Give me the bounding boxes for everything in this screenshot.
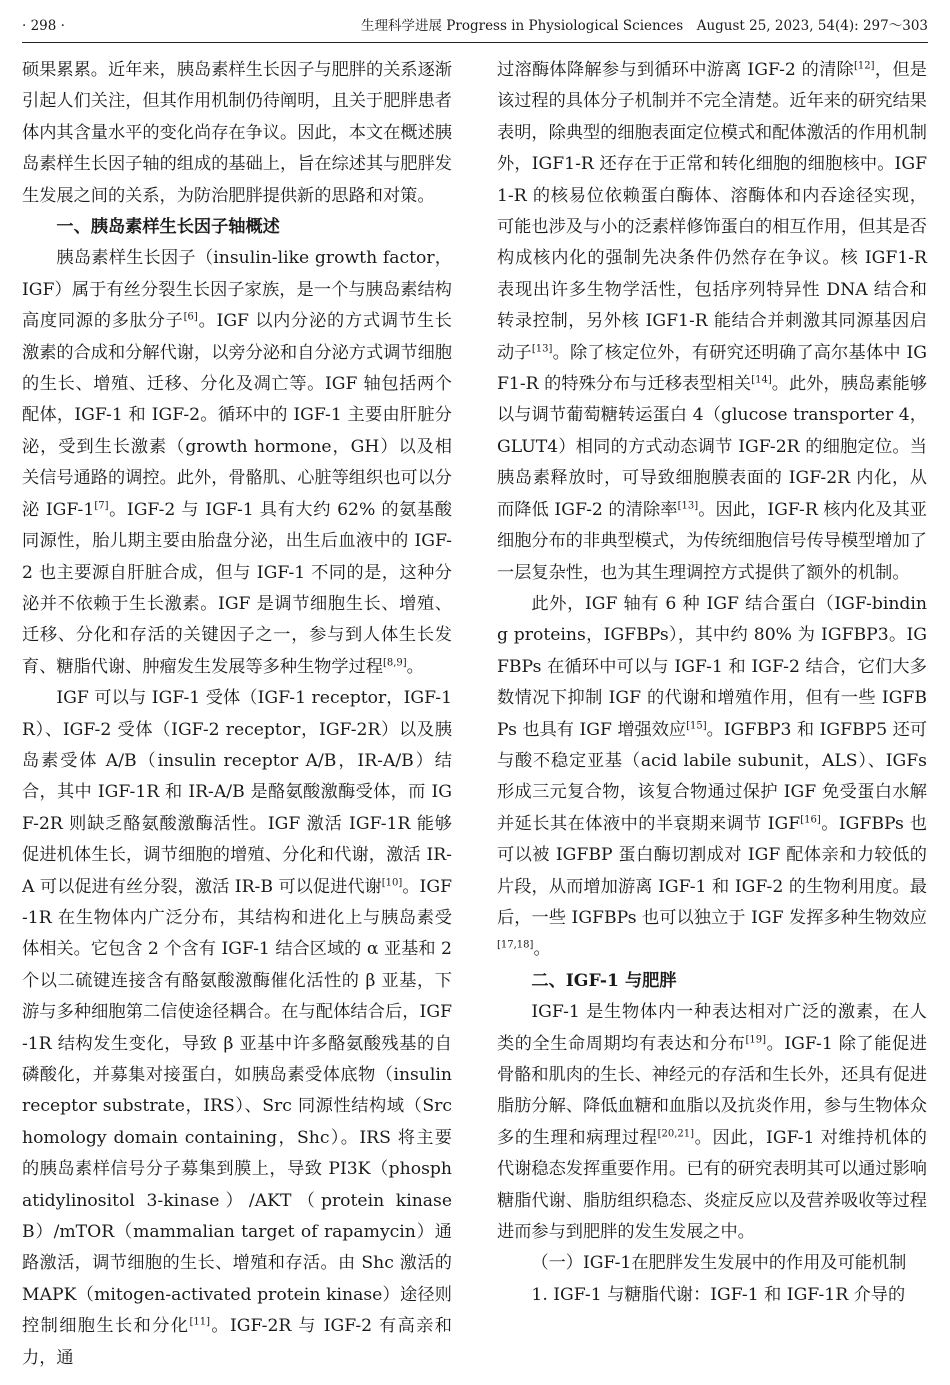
subsection-heading: （一）IGF-1在肥胖发生发展中的作用及可能机制 [531,1253,907,1274]
citation[interactable]: [15] [686,719,707,731]
journal-info: 生理科学进展 Progress in Physiological Sciences August 25, 2023, 54(4): 297～303 [361,18,928,34]
citation[interactable]: [8,9] [382,656,407,668]
citation[interactable]: [11] [189,1316,210,1328]
citation[interactable]: [13] [677,499,699,511]
citation[interactable]: [19] [745,1033,767,1045]
citation[interactable]: [16] [800,814,821,826]
right-column [497,55,927,1311]
citation[interactable]: [17,18] [497,939,534,951]
page-header [22,12,928,43]
section-heading-2: 二、IGF-1 与肥胖 [531,970,677,991]
citation[interactable]: [10] [381,876,403,888]
section-heading-1: 一、胰岛素样生长因子轴概述 [56,217,280,238]
page-number: · 298 · [22,18,65,34]
paragraph-igf2r-continued: 过溶酶体降解参与到循环中游离 IGF-2 的清除[12]，但是该过程的具体分子机制并不完全清楚。近年来的研究结果表明，除典型的细胞表面定位模式和配体激活的作用机制外，IGF1-R 还存在于正常和转化细胞的细胞核中。IGF1-R 的核易位依赖蛋白酶体、溶酶体和内吞途径实现，可能也涉及与小的泛素样修饰蛋白的相互作用，但其是否构成核内化的强制先决条件仍然存在争议。核 IGF1-R 表现出许多生物学活性，包括序列特异性 DNA 结合和转录控制，另外核 IGF1-R 能结合并刺激其同源基因启动子[13]。除了核定位外，有研究还明确了高尔基体中 IGF1-R 的特殊分布与迁移表型相关[14]。此外，胰岛素能够以与调节葡萄糖转运蛋白 4（glucose transporter 4，GLUT4）相同的方式动态调节 IGF-2R 的细胞定位。当胰岛素释放时，可导致细胞膜表面的 IGF-2R 内化，从而降低 IGF-2 的清除率[13]。因此，IGF-R 核内化及其亚细胞分布的非典型模式，为传统细胞信号传导模型增加了一层复杂性，也为其生理调控方式提供了额外的机制。 [497,60,927,583]
citation[interactable]: [14] [751,374,772,386]
paragraph-glucolipid-start: 1. IGF-1 与糖脂代谢：IGF-1 和 IGF-1R 介导的 [531,1284,906,1305]
citation[interactable]: [13] [531,342,553,354]
citation[interactable]: [12] [854,60,875,72]
left-column [22,55,452,1374]
citation[interactable]: [6] [183,311,198,323]
paragraph-igf1-obesity: IGF-1 是生物体内一种表达相对广泛的激素，在人类的全生命周期均有表达和分布[19]。IGF-1 除了能促进骨骼和肌肉的生长、神经元的存活和生长外，还具有促进脂肪分解、降低血糖和血脂以及抗炎作用，参与生物体众多的生理和病理过程[20,21]。因此，IGF-1 对维持机体的代谢稳态发挥重要作用。已有的研究表明其可以通过影响糖脂代谢、脂肪组织稳态、炎症反应以及营养吸收等过程进而参与到肥胖的发生发展之中。 [497,1002,927,1243]
paragraph-igf-overview: 胰岛素样生长因子（insulin-like growth factor，IGF）属于有丝分裂生长因子家族，是一个与胰岛素结构高度同源的多肽分子[6]。IGF 以内分泌的方式调节生长激素的合成和分解代谢，以旁分泌和自分泌方式调节细胞的生长、增殖、迁移、分化及凋亡等。IGF 轴包括两个配体，IGF-1 和 IGF-2。循环中的 IGF-1 主要由肝脏分泌，受到生长激素（growth hormone，GH）以及相关信号通路的调控。此外，骨骼肌、心脏等组织也可以分泌 IGF-1[7]。IGF-2 与 IGF-1 具有大约 62% 的氨基酸同源性，胎儿期主要由胎盘分泌，出生后血液中的 IGF-2 也主要源自肝脏合成，但与 IGF-1 不同的是，这种分泌并不依赖于生长激素。IGF 是调节细胞生长、增殖、迁移、分化和存活的关键因子之一，参与到人体生长发育、糖脂代谢、肿瘤发生发展等多种生物学过程[8,9]。 [22,248,452,677]
citation[interactable]: [20,21] [657,1128,695,1140]
citation[interactable]: [7] [94,499,109,511]
paragraph-intro-end: 硕果累累。近年来，胰岛素样生长因子与肥胖的关系逐渐引起人们关注，但其作用机制仍待阐明，且关于肥胖患者体内其含量水平的变化尚存在争议。因此，本文在概述胰岛素样生长因子轴的组成的基础上，旨在综述其与肥胖发生发展之间的关系，为防治肥胖提供新的思路和对策。 [22,60,452,206]
paragraph-igfbps: 此外，IGF 轴有 6 种 IGF 结合蛋白（IGF-binding proteins，IGFBPs），其中约 80% 为 IGFBP3。IGFBPs 在循环中可以与 IGF-1 和 IGF-2 结合，它们大多数情况下抑制 IGF 的代谢和增殖作用，但有一些 IGFBPs 也具有 IGF 增强效应[15]。IGFBP3 和 IGFBP5 还可与酸不稳定亚基（acid labile subunit，ALS）、IGFs 形成三元复合物，该复合物通过保护 IGF 免受蛋白水解并延长其在体液中的半衰期来调节 IGF[16]。IGFBPs 也可以被 IGFBP 蛋白酶切割成对 IGF 配体亲和力较低的片段，从而增加游离 IGF-1 和 IGF-2 的生物利用度。最后，一些 IGFBPs 也可以独立于 IGF 发挥多种生物效应[17,18]。 [497,593,928,960]
paragraph-igf-receptors: IGF 可以与 IGF-1 受体（IGF-1 receptor，IGF-1R）、IGF-2 受体（IGF-2 receptor，IGF-2R）以及胰岛素受体 A/B（insulin receptor A/B，IR-A/B）结合，其中 IGF-1R 和 IR-A/B 是酪氨酸激酶受体，而 IGF-2R 则缺乏酪氨酸激酶活性。IGF 激活 IGF-1R 能够促进机体生长，调节细胞的增殖、分化和代谢，激活 IR-A 可以促进有丝分裂，激活 IR-B 可以促进代谢[10]。IGF-1R 在生物体内广泛分布，其结构和进化上与胰岛素受体相关。它包含 2 个含有 IGF-1 结合区域的 α 亚基和 2 个以二硫键连接含有酪氨酸激酶催化活性的 β 亚基，下游与多种细胞第二信使途径耦合。在与配体结合后，IGF-1R 结构发生变化，导致 β 亚基中许多酪氨酸残基的自磷酸化，并募集对接蛋白，如胰岛素受体底物（insulin receptor substrate，IRS）、Src 同源性结构域（Src homology domain containing，Shc）。IRS 将主要的胰岛素样信号分子募集到膜上，导致 PI3K（phosphatidylinositol 3-kinase）/AKT（protein kinase B）/mTOR（mammalian target of rapamycin）通路激活，调节细胞的生长、增殖和存活。由 Shc 激活的 MAPK（mitogen-activated protein kinase）途径则控制细胞生长和分化[11]。IGF-2R 与 IGF-2 有高亲和力，通 [22,688,452,1368]
